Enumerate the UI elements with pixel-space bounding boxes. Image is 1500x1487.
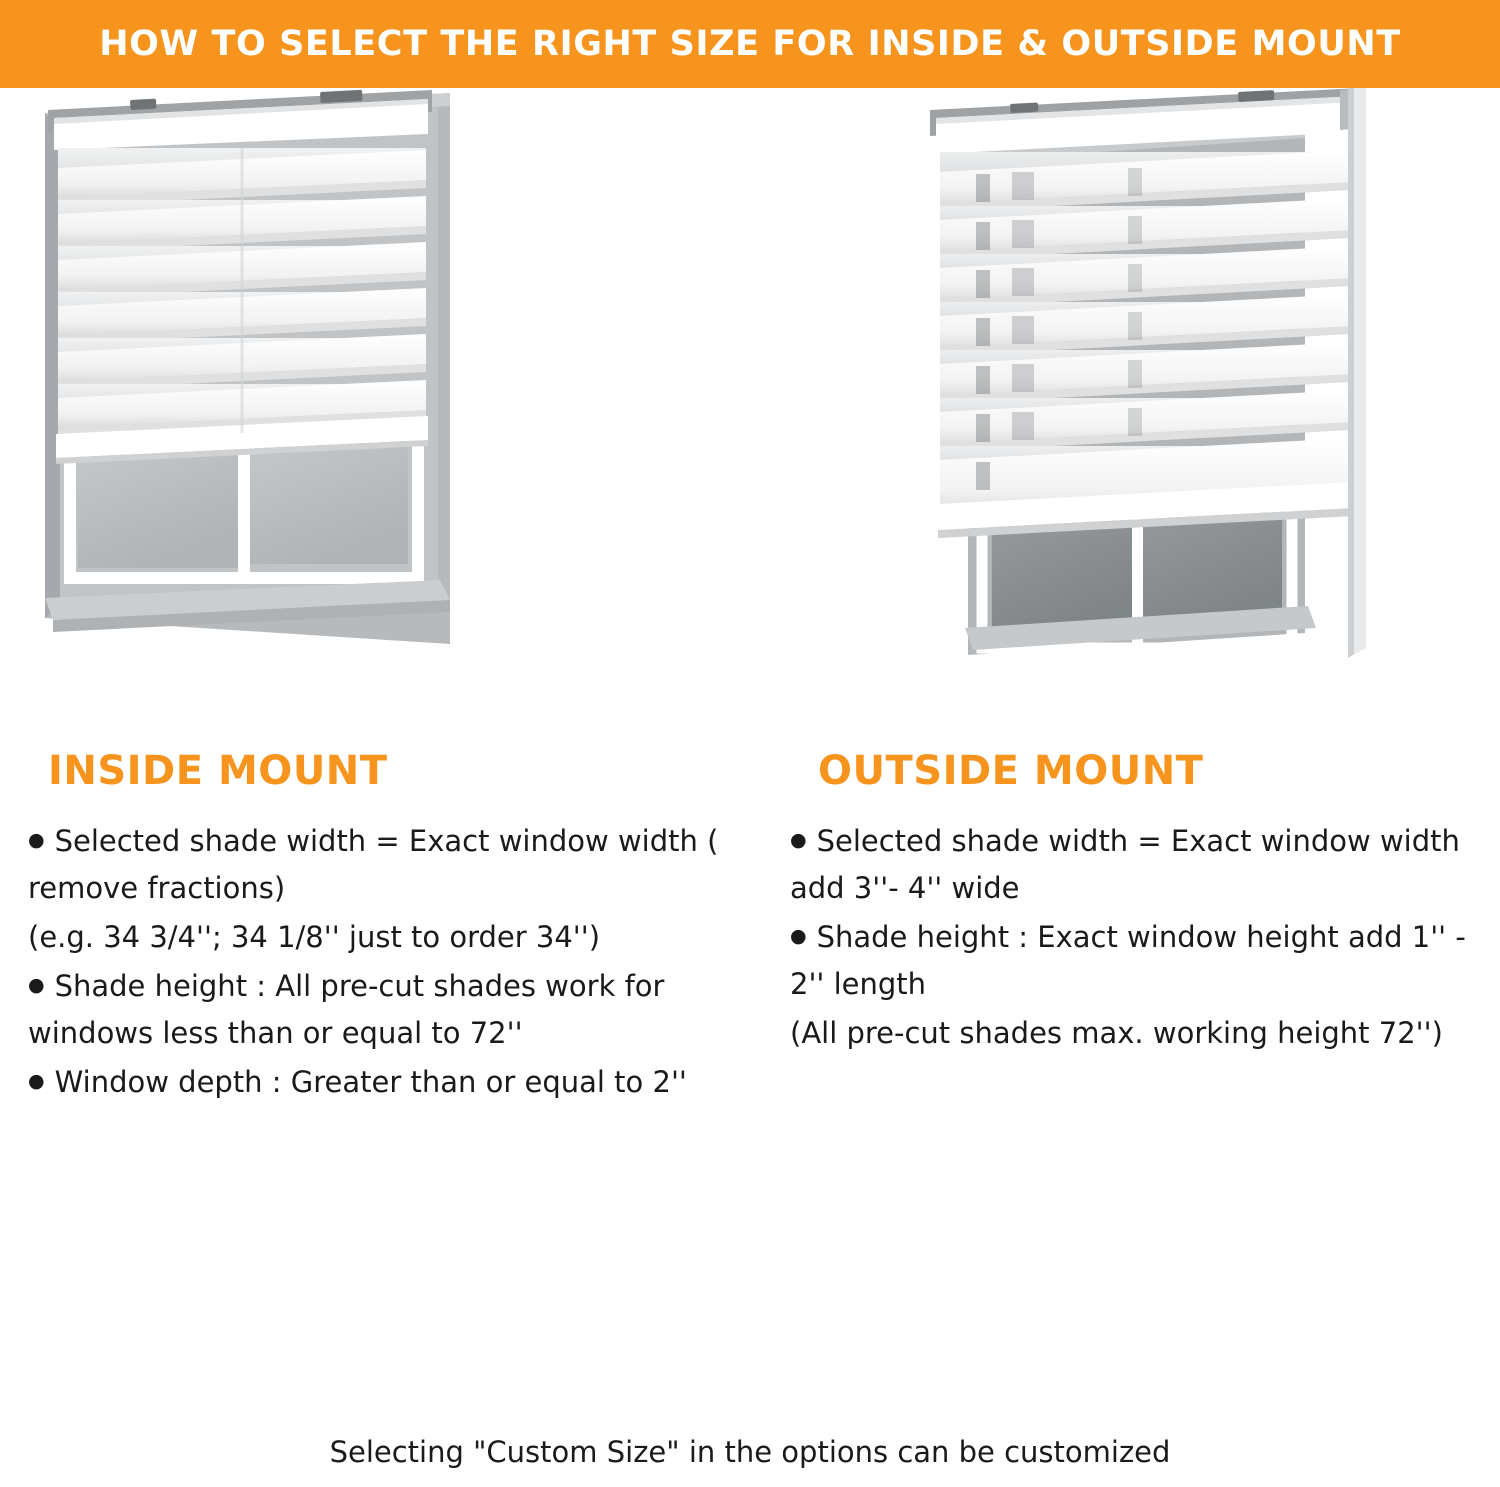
page-title: HOW TO SELECT THE RIGHT SIZE FOR INSIDE & OUTSIDE MOUNT [99,24,1401,64]
text-columns [0,818,1500,1378]
inside-note-example: (e.g. 34 3/4''; 34 1/8'' just to order 34'') [28,919,601,954]
inside-bullet-height: ● Shade height : All pre-cut shades work for windows less than or equal to 72'' [28,963,728,1057]
inside-mount-illustration [20,88,760,748]
footer-note: Selecting "Custom Size" in the options can be customized [329,1435,1171,1469]
inside-bullet-width: ● Selected shade width = Exact window width ( remove fractions) [28,818,728,912]
outside-bullet-width: ● Selected shade width = Exact window width add 3''- 4'' wide [790,818,1490,912]
inside-mount-title: INSIDE MOUNT [48,748,388,794]
header-banner [0,0,1500,88]
outside-note-maxheight: (All pre-cut shades max. working height 72'') [790,1015,1443,1050]
outside-mount-illustration [760,88,1500,748]
outside-mount-title: OUTSIDE MOUNT [818,748,1204,794]
inside-bullet-depth: ● Window depth : Greater than or equal to 2'' [28,1059,728,1106]
section-titles [0,748,1500,818]
outside-bullet-height: ● Shade height : Exact window height add 1'' - 2'' length [790,914,1490,1008]
inside-mount-text-column [28,818,728,1108]
illustration-row [0,88,1500,748]
outside-mount-text-column [790,818,1490,1059]
